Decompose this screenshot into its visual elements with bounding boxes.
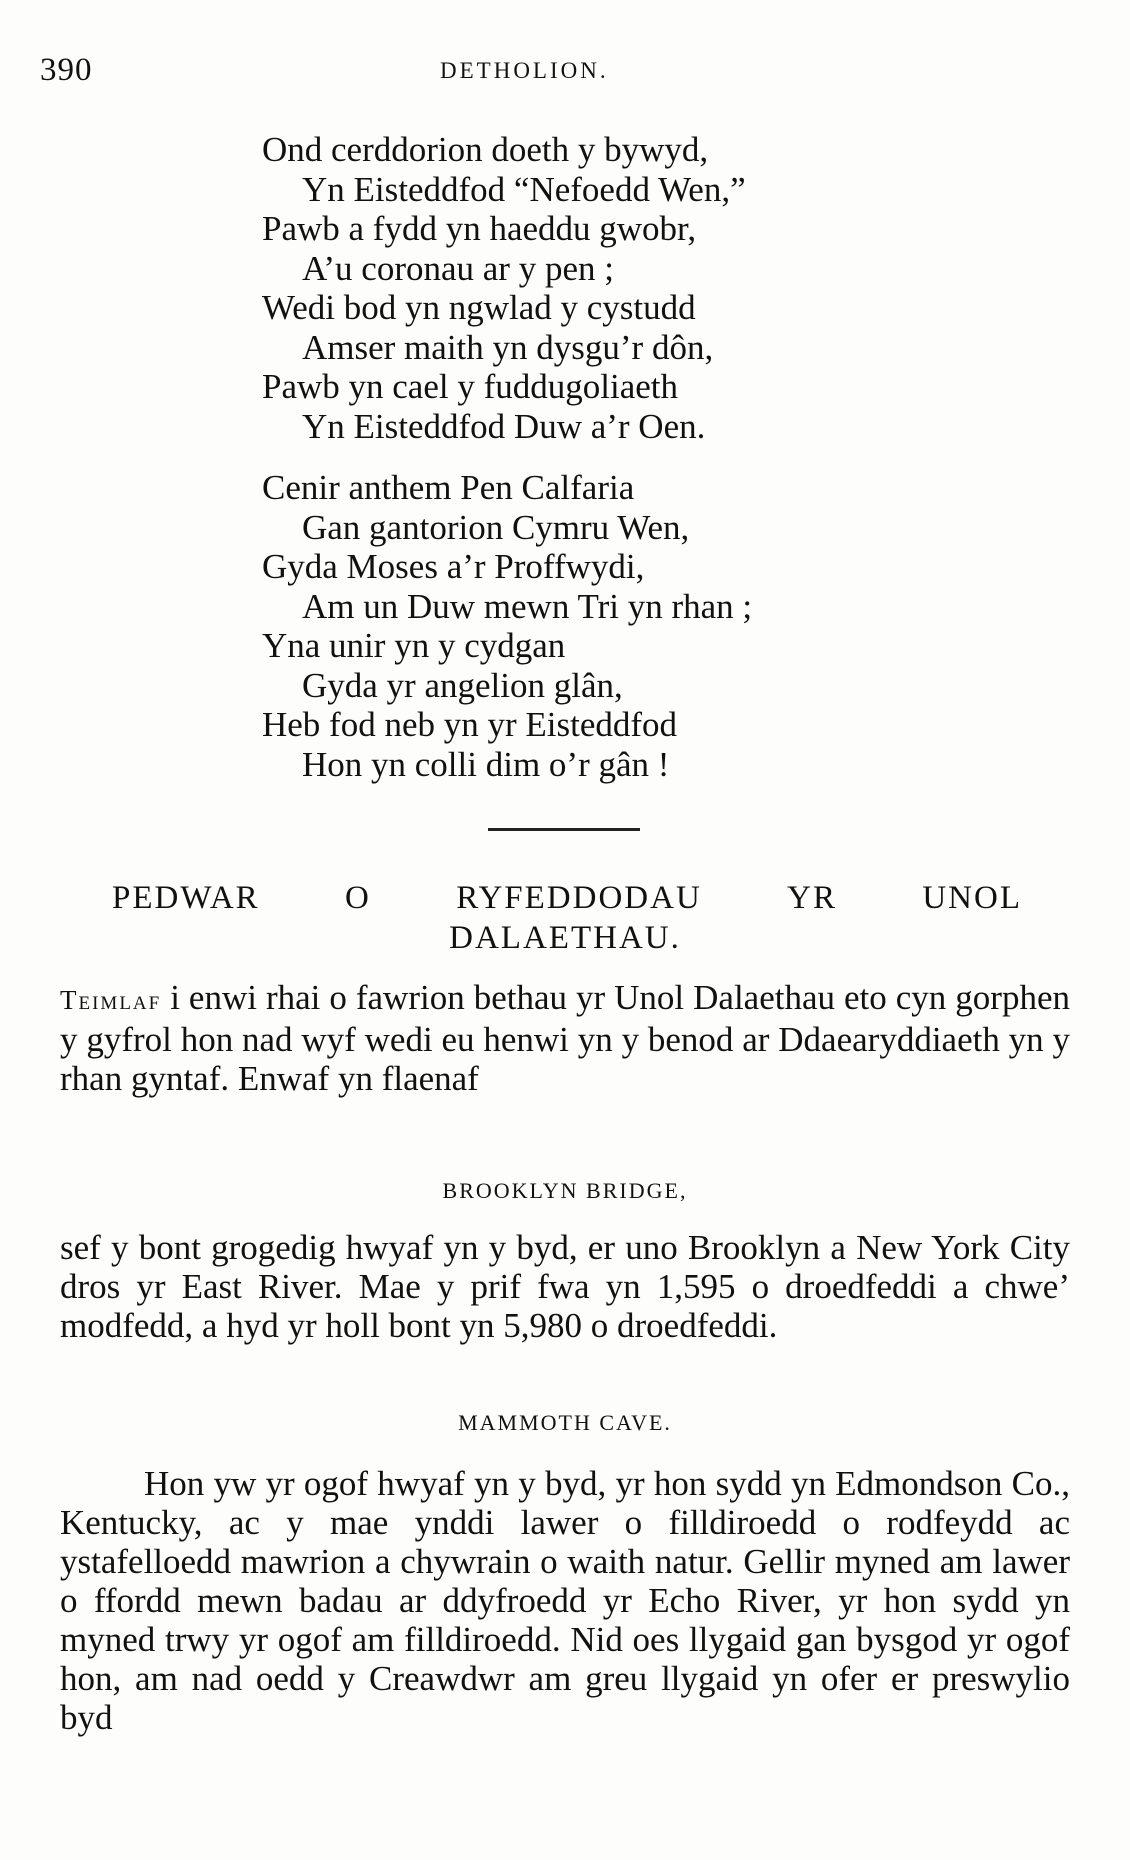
intro-text: i enwi rhai o fawrion bethau yr Unol Dalaethau eto cyn gorphen y gyfrol hon nad wyf wedi eu henwi yn y benod ar Ddaearyddiaeth yn y rhan gyntaf. Enwaf yn flaenaf [60,978,1070,1098]
poem-line: Wedi bod yn ngwlad y cystudd [262,288,696,327]
running-head: DETHOLION. [440,58,609,83]
poem-line: A’u coronau ar y pen ; [302,248,614,288]
intro-paragraph [60,978,1070,1098]
section-title-line-2: DALAETHAU. [449,920,681,956]
poem-line: Gan gantorion Cymru Wen, [302,507,690,547]
mammoth-heading: MAMMOTH CAVE. [458,1410,672,1435]
poem-line: Gyda yr angelion glân, [302,665,623,705]
poem-line: Amser maith yn dysgu’r dôn, [302,327,714,367]
poem-line: Yn Eisteddfod Duw a’r Oen. [302,406,706,446]
brooklyn-heading: BROOKLYN BRIDGE, [442,1178,688,1203]
section-title-line-1 [112,880,1022,917]
brooklyn-paragraph: sef y bont grogedig hwyaf yn y byd, er uno Brooklyn a New York City dros yr East River. Mae y prif fwa yn 1,595 o droedfeddi a chwe’ modfedd, a hyd yr holl bont yn 5,980 o droedfeddi. [60,1228,1070,1345]
poem-line: Cenir anthem Pen Calfaria [262,468,635,507]
section-title-word: O [345,880,371,916]
page-number: 390 [40,52,93,88]
poem-line: Yn Eisteddfod “Nefoedd Wen,” [302,169,746,209]
mammoth-text: Hon yw yr ogof hwyaf yn y byd, yr hon sydd yn Edmondson Co., Kentucky, ac y mae ynddi lawer o filldiroedd o rodfeydd ac ystafelloedd mawrion a chywrain o waith natur. Gellir myned am lawer o ffordd mewn badau ar ddyfroedd yr Echo River, yr hon sydd yn myned trwy yr ogof am filldiroedd. Nid oes llygaid gan bysgod yr ogof hon, am nad oedd y Creawdwr am greu llygaid yn ofer er preswylio byd [60,1464,1070,1737]
section-title-word: PEDWAR [112,880,260,916]
section-title-word: YR [787,880,837,916]
poem-stanza-2 [262,468,752,784]
poem-line: Yna unir yn y cydgan [262,626,566,665]
intro-lead-word: Teimlaf [60,985,162,1015]
poem-line: Ond cerddorion doeth y bywyd, [262,130,709,169]
poem-line: Gyda Moses a’r Proffwydi, [262,547,645,586]
poem-stanza-1 [262,130,746,446]
mammoth-paragraph [60,1464,1070,1737]
section-divider [488,828,640,831]
poem-line: Heb fod neb yn yr Eisteddfod [262,705,678,744]
poem-line: Am un Duw mewn Tri yn rhan ; [302,586,753,626]
poem-line: Pawb a fydd yn haeddu gwobr, [262,209,697,248]
section-title-word: RYFEDDODAU [456,880,702,916]
poem-line: Pawb yn cael y fuddugoliaeth [262,367,679,406]
section-title-word: UNOL [922,880,1022,916]
poem-line: Hon yn colli dim o’r gân ! [302,744,670,784]
